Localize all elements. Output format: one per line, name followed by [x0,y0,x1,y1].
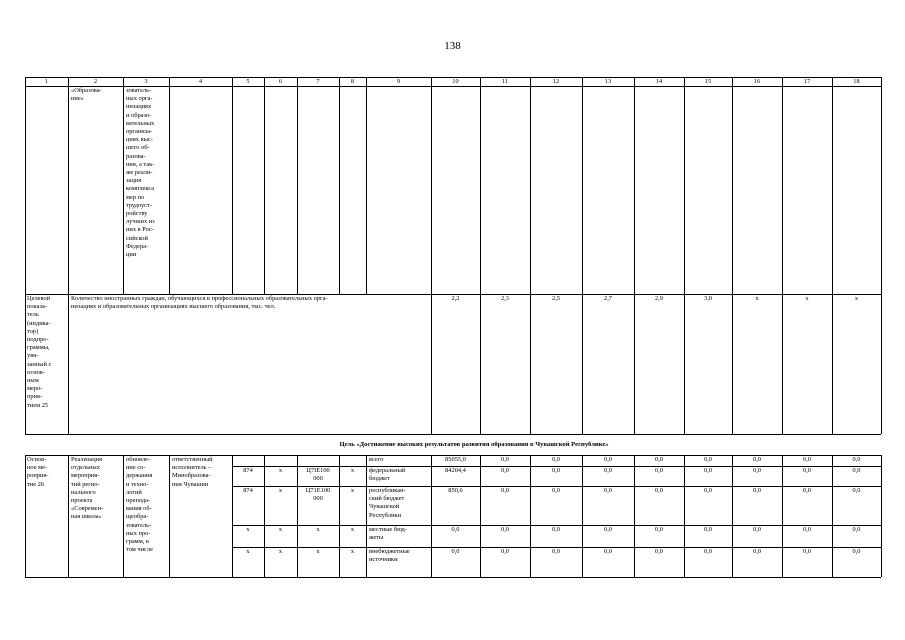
section-code: x [278,467,283,474]
funding-source: жеты [369,534,384,542]
column-number: 10 [452,77,459,85]
header-bottom-rule [25,86,881,87]
funding-source: внебюджетные [369,548,410,555]
column-rule [68,77,69,294]
activity-description: вания об- [126,505,152,513]
activity-number: тие 26 [27,480,45,488]
column-rule [123,455,124,577]
activity-executor: Минобразова- [172,472,211,480]
target-article-code: Ц7IЕ100 [306,467,330,474]
column-number: 16 [753,77,761,85]
column-number: 2 [93,77,98,85]
section-code: x [278,487,283,494]
section1-col3-text: них в Рос- [126,226,154,234]
funding-value: 0,0 [552,467,560,474]
section1-col3-text: ции [126,251,137,258]
funding-value: 0,0 [451,526,460,533]
funding-value: 0,0 [704,467,712,474]
section1-col3-text: низациях [126,103,152,111]
activity-executor: ответственный [172,456,213,463]
funding-value: 0,0 [604,526,612,533]
column-rule [684,77,685,294]
section1-col3-text: вательных [126,119,155,127]
table-edge-rule [881,77,882,434]
target-article-code: x [316,548,320,555]
indicator-label: тор) [27,327,39,335]
indicator-label: занный с [27,360,52,368]
activity-title: ная школа» [71,513,102,521]
column-rule [431,77,432,294]
section1-col3-text: мер по [126,193,145,201]
funding-value: 0,0 [704,526,712,533]
section1-col3-text: организа- [126,128,153,135]
column-rule [297,77,298,294]
column-rule [634,77,635,294]
funding-value: 0,0 [604,456,612,463]
section1-col2-text: ние» [71,95,84,103]
activity-description: ных про- [126,529,151,537]
activity-number: ное ме- [27,464,48,472]
table-edge-rule [881,455,882,577]
indicator-value: 2,7 [604,295,612,302]
budget-code: x [246,526,250,533]
funding-source: Республики [369,511,402,519]
column-number: 7 [316,77,320,85]
budget-code: 874 [243,487,253,494]
indicator-label: меро- [27,385,43,393]
section1-col3-text: циях выс- [126,136,153,144]
column-rule [634,294,635,434]
activity-description: щеобра- [126,513,149,521]
funding-value: 0,0 [655,467,663,474]
funding-source: Чувашской [369,503,400,511]
funding-value: 0,0 [803,526,811,533]
funding-source: местные бюд- [369,526,407,533]
section1-col3-text: трудоуст- [126,201,152,209]
table-bottom-rule [25,577,881,578]
column-number: 3 [144,77,148,85]
target-article-code: 000 [313,475,323,483]
column-rule [732,294,733,434]
indicator-label: ным [27,377,39,384]
funding-value: 0,0 [753,456,761,463]
funding-value: 0,0 [655,487,663,494]
section1-col3-text: ных орга- [126,95,153,103]
funding-source: источники [369,556,398,564]
activity-description: зователь- [126,521,152,529]
funding-value: 0,0 [655,548,663,555]
funding-source: ский бюджет [369,495,405,503]
activity-description: логий [126,488,142,496]
column-number: 14 [655,77,663,85]
funding-value: 0,0 [852,467,861,474]
funding-value: 0,0 [753,548,761,555]
funding-value: 0,0 [852,548,861,555]
page-number: 138 [444,40,461,52]
goal-title: Цель «Достижение высоких результатов развития образования в Чувашской Республике» [339,441,609,448]
funding-source: федеральный [369,467,406,474]
column-rule [169,455,170,577]
funding-value: 0,0 [852,526,861,533]
indicator-label: прия- [27,393,43,401]
funding-value: 0,0 [852,456,861,463]
activity-number: роприя- [27,472,49,480]
indicator-label: подпро- [27,336,49,343]
column-rule [832,77,833,294]
funding-value: 0,0 [501,467,509,474]
column-rule [782,77,783,294]
indicator-label: (индика- [27,319,51,327]
column-number: 11 [501,77,509,85]
expense-type: x [350,548,355,555]
target-article-code: Ц71Е100 [305,487,331,494]
funding-value: 0,0 [552,526,560,533]
funding-value: 0,0 [552,548,560,555]
funding-value: 850,6 [448,487,463,494]
indicator-value: x [805,295,809,302]
funding-value: 0,0 [803,548,811,555]
funding-value: 0,0 [501,526,509,533]
funding-value: 0,0 [655,526,663,533]
target-article-code: x [316,526,320,533]
indicator-label: граммы, [27,344,50,352]
section1-col3-text: зователь- [126,87,152,94]
section1-col3-text: разова- [126,152,146,160]
section-code: x [278,548,283,555]
indicator-value: 2,5 [552,295,560,302]
activity-description: и техно- [126,480,149,488]
indicator-value: x [755,295,759,302]
funding-source: бюджет [369,475,390,483]
activity-description: том числе [126,546,153,554]
funding-source: всего [369,456,384,463]
activity-title: «Современ- [71,505,104,513]
column-number: 6 [278,77,283,85]
section1-col2-text: «Образова- [71,87,102,94]
activity-executor: исполнитель – [172,464,212,472]
column-rule [232,77,233,294]
section1-col3-text: зация [126,177,142,185]
indicator-label: Целевой [27,295,51,302]
activity-title: Реализация [71,456,103,463]
activity-description: препода- [126,497,151,504]
indicator-text: Количество иностранных граждан, обучающихся в профессиональных образовательных орга- [71,295,328,302]
funding-value: 0,0 [655,456,663,463]
activity-description: ние со- [126,464,146,472]
column-rule [530,77,531,294]
funding-value: 0,0 [753,526,761,533]
activity-title: нального [71,488,96,496]
funding-value: 0,0 [704,487,712,494]
funding-value: 0,0 [753,467,761,474]
table-edge-rule [25,77,26,434]
funding-value: 0,0 [852,487,861,494]
funding-value: 0,0 [604,487,612,494]
activity-description: грамм, в [126,538,149,545]
funding-source: республикан- [369,487,406,494]
column-rule [684,294,685,434]
expense-type: x [350,526,355,533]
column-number: 17 [803,77,811,85]
indicator-value: 3,0 [704,295,712,302]
activity-description: держания [126,472,153,480]
indicator-value: x [854,295,859,302]
column-rule [366,455,367,577]
column-rule [582,294,583,434]
section1-col3-text: Федера- [126,242,149,250]
activity-executor: ния Чувашии [172,480,209,488]
indicator-value: 2,2 [451,295,460,302]
section-rule [25,434,881,435]
funding-value: 0,0 [803,487,811,494]
column-number: 5 [246,77,250,85]
column-rule [530,294,531,434]
budget-code: x [246,548,250,555]
column-number: 12 [552,77,560,85]
expense-type: x [350,467,355,474]
column-rule [782,294,783,434]
funding-value: 84204,4 [445,467,466,474]
column-rule [480,77,481,294]
section1-col3-text: лучших из [126,218,155,226]
activity-title: отдельных [71,464,100,472]
indicator-label: тель [27,311,39,319]
funding-value: 0,0 [803,456,811,463]
funding-value: 0,0 [704,548,712,555]
indicator-label: показа- [27,303,47,311]
section-code: x [278,526,283,533]
funding-value: 0,0 [501,456,509,463]
column-rule [366,77,367,294]
funding-value: 0,0 [753,487,761,494]
activity-number: Основ- [27,456,47,463]
column-rule [582,77,583,294]
funding-value: 0,0 [604,548,612,555]
target-article-code: 000 [313,495,323,503]
column-rule [832,294,833,434]
section1-col3-text: сийской [126,234,148,242]
column-number: 8 [350,77,355,85]
funding-value: 0,0 [501,487,509,494]
section1-col3-text: ройству [126,210,148,217]
funding-value: 85055,0 [445,456,466,463]
column-number: 15 [704,77,712,85]
expense-type: x [350,487,355,494]
column-rule [264,77,265,294]
column-rule [339,77,340,294]
funding-value: 0,0 [604,467,612,474]
column-number: 13 [604,77,612,85]
indicator-label: основ- [27,368,45,376]
column-rule [431,294,432,434]
activity-title: проекта [71,497,93,504]
column-rule [480,294,481,434]
column-rule [169,77,170,294]
column-rule [123,77,124,294]
activity-description: обновле- [126,456,151,463]
section1-col3-text: шего об- [126,144,150,152]
column-rule [732,77,733,294]
indicator-value: 2,3 [501,295,509,302]
section1-col3-text: ния, а так- [126,160,155,168]
indicator-label: увя- [27,352,39,360]
funding-value: 0,0 [803,467,811,474]
section1-col3-text: и образо- [126,111,152,119]
section1-col3-text: комплекса [126,185,155,193]
funding-value: 0,0 [451,548,460,555]
column-number: 1 [44,77,49,85]
column-rule [68,294,69,434]
funding-value: 0,0 [704,456,712,463]
funding-value: 0,0 [501,548,509,555]
indicator-text: низациях и образовательных организациях высшего образования, тыс. чел. [71,303,276,311]
funding-value: 0,0 [552,487,560,494]
budget-code: 874 [243,467,253,474]
activity-title: тий регио- [71,480,100,488]
column-number: 18 [853,77,860,85]
column-number: 4 [198,77,203,85]
funding-value: 0,0 [552,456,560,463]
activity-title: мероприя- [71,472,100,480]
section1-col3-text: же реали- [126,169,153,176]
column-number: 9 [396,77,401,85]
column-rule [68,455,69,577]
table-edge-rule [25,455,26,577]
indicator-value: 2,9 [655,295,663,302]
indicator-label: тием 25 [27,401,49,409]
